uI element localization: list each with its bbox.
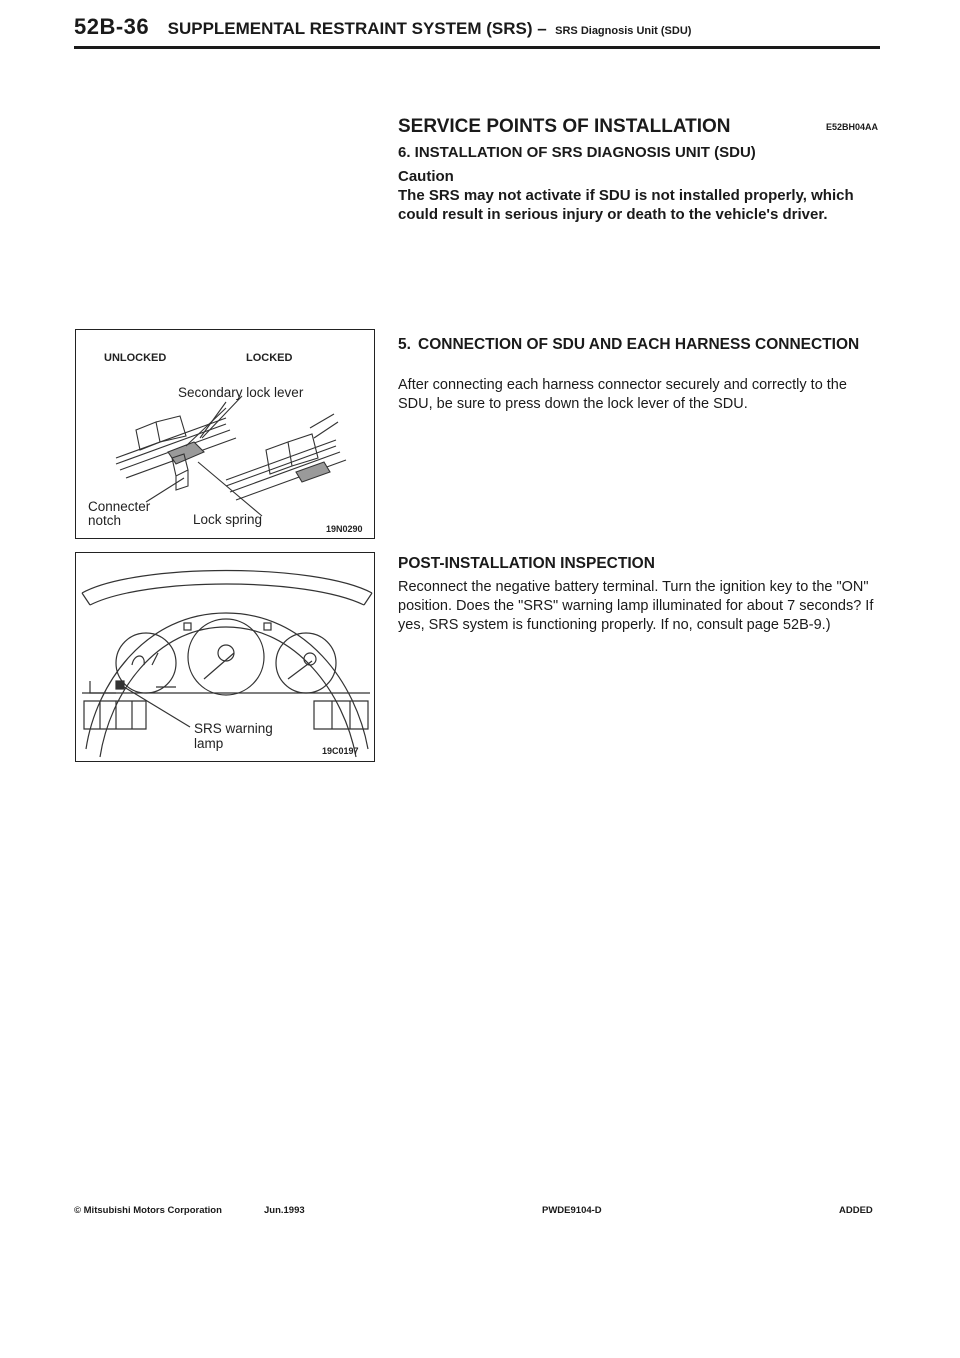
label-unlocked: UNLOCKED [104,352,167,364]
label-connecter-notch [88,500,150,528]
footer-date: Jun.1993 [264,1205,305,1216]
label-srs-warning-lamp [194,721,273,751]
figure2-code: 19C0197 [322,746,359,756]
header-title: SUPPLEMENTAL RESTRAINT SYSTEM (SRS) – [167,19,547,38]
post-inspection-title: POST-INSTALLATION INSPECTION [398,555,655,572]
figure1-code: 19N0290 [326,524,363,534]
step5-number: 5. [398,336,411,353]
step5-body: After connecting each harness connector securely and correctly to the SDU, be sure to press down the lock lever of the SDU. [398,377,847,412]
page-header [74,14,880,44]
step6-title: 6. INSTALLATION OF SRS DIAGNOSIS UNIT (SDU) [398,144,756,161]
label-lock-spring: Lock spring [193,512,263,527]
header-rule [74,46,880,49]
label-srs-warning: SRS warning [194,721,273,736]
figure-instrument-cluster [75,552,375,762]
step5-title: CONNECTION OF SDU AND EACH HARNESS CONNECTION [418,336,860,353]
caution-text: The SRS may not activate if SDU is not installed properly, which could result in serious injury or death to the vehicle's driver. [398,187,854,223]
label-secondary-lock-lever: Secondary lock lever [178,385,304,400]
header-subtitle: SRS Diagnosis Unit (SDU) [555,25,692,37]
label-lamp: lamp [194,736,224,751]
label-locked: LOCKED [246,352,293,364]
footer-doc-code: PWDE9104-D [542,1205,602,1216]
label-notch: notch [88,513,122,528]
section-code: E52BH04AA [826,122,879,132]
footer-copyright: © Mitsubishi Motors Corporation [74,1205,222,1216]
page-number: 52B-36 [74,14,150,39]
label-connecter: Connecter [88,499,151,514]
post-inspection-body: Reconnect the negative battery terminal. Turn the ignition key to the "ON" position. Does the "SRS" warning lamp illuminated for about 7 seconds? If yes, SRS system is functioning properly. If no, consult page 52B-9.) [398,579,874,633]
caution-label: Caution [398,168,454,185]
figure-connector-lock [75,329,375,539]
section-title: SERVICE POINTS OF INSTALLATION [398,116,731,137]
footer-status: ADDED [839,1205,873,1216]
